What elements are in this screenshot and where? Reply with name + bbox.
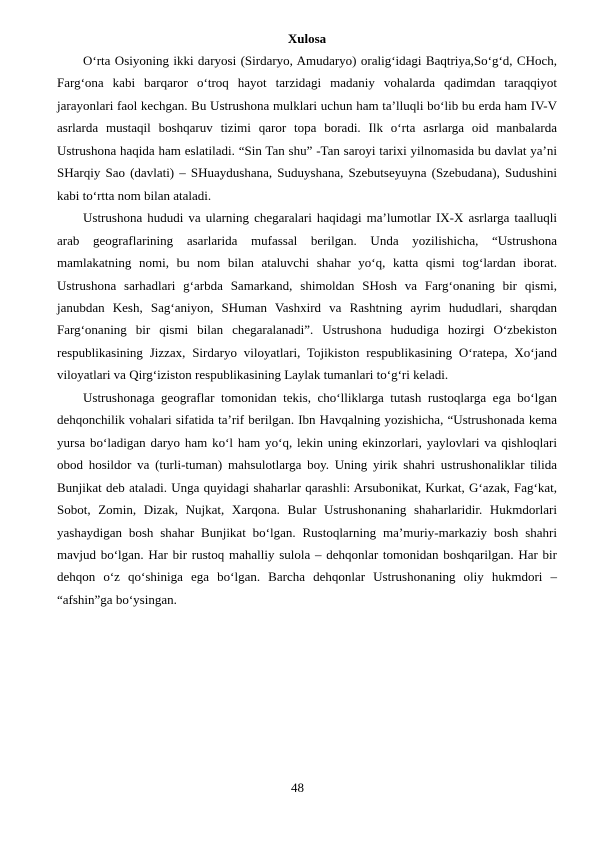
paragraph-2: Ustrushona hududi va ularning chegaralari haqidagi ma’lumotlar IX-X asrlarga taalluqli arab geograflarining asarlarida mufassal berilgan. Unda yozilishicha, “Ustrushona mamlakatning nomi, bu nom bilan ataluvchi shahar yo‘q, katta qismi tog‘lardan iborat. Ustrushona sarhadlari g‘arbda Samarkand, shimoldan SHosh va Farg‘onaning bir qismi, janubdan Kesh, Sag‘aniyon, SHuman Vashxird va Rashtning ayrim hududlari, sharqdan Farg‘onaning bir qismi bilan chegaralanadi”. Ustrushona hududiga hozirgi O‘zbekiston respublikasining Jizzax, Sirdaryo viloyatlari, Tojikiston respublikasining O‘ratepa, Xo‘jand viloyatlari va Qirg‘iziston respublikasining Laylak tumanlari to‘g‘ri keladi. <box>57 210 557 383</box>
paragraph-3: Ustrushonaga geograflar tomonidan tekis, cho‘lliklarga tutash rustoqlarga ega bo‘lgan dehqonchilik vohalari sifatida ta’rif berilgan. Ibn Havqalning yozishicha, “Ustrushonada kema yursa bo‘ladigan daryo ham ko‘l ham yo‘q, lekin uning ekinzorlari, yaylovlari va qishloqlari obod hosildor va (turli-tuman) mahsulotlarga boy. Uning yirik shahri ustrushonaliklar tilida Bunjikat deb ataladi. Unga quyidagi shaharlar qarashli: Arsubonikat, Kurkat, G‘azak, Fag‘kat, Sobot, Zomin, Dizak, Nujkat, Xarqona. Bular Ustrushonaning shaharlaridir. Hukmdorlari yashaydigan bosh shahar Bunjikat bo‘lgan. Rustoqlarning ma’muriy-markaziy bosh shahri mavjud bo‘lgan. Har bir rustoq mahalliy sulola – dehqonlar tomonidan boshqarilgan. Har bir dehqon o‘z qo‘shiniga ega bo‘lgan. Barcha dehqonlar Ustrushonaning oliy hukmdori – “afshin”ga bo‘ysingan. <box>57 389 557 607</box>
paragraph-1: O‘rta Osiyoning ikki daryosi (Sirdaryo, Amudaryo) oralig‘idagi Baqtriya,So‘g‘d, CHoch, Farg‘ona kabi barqaror o‘troq hayot tarzidagi madaniy vohalarda qadimdan taraqqiyot jarayonlari faol kechgan. Bu Ustrushona mulklari uchun ham ta’lluqli bo‘lib bu erda ham IV-V asrlarda mustaqil boshqaruv tizimi qaror topa boradi. Ilk o‘rta asrlarga oid manbalarda Ustrushona haqida ham eslatiladi. “Sin Tan shu” -Tan saroyi tarixi yilnomasida bu davlat ya’ni SHarqiy Sao (davlati) – SHuaydushana, Suduyshana, Szebutseyuyna (Szebudana), Sudushini kabi to‘rtta nom bilan ataladi. <box>57 53 557 203</box>
document-page <box>57 28 557 611</box>
section-title: Xulosa <box>287 31 327 46</box>
page-number: 48 <box>291 780 304 795</box>
